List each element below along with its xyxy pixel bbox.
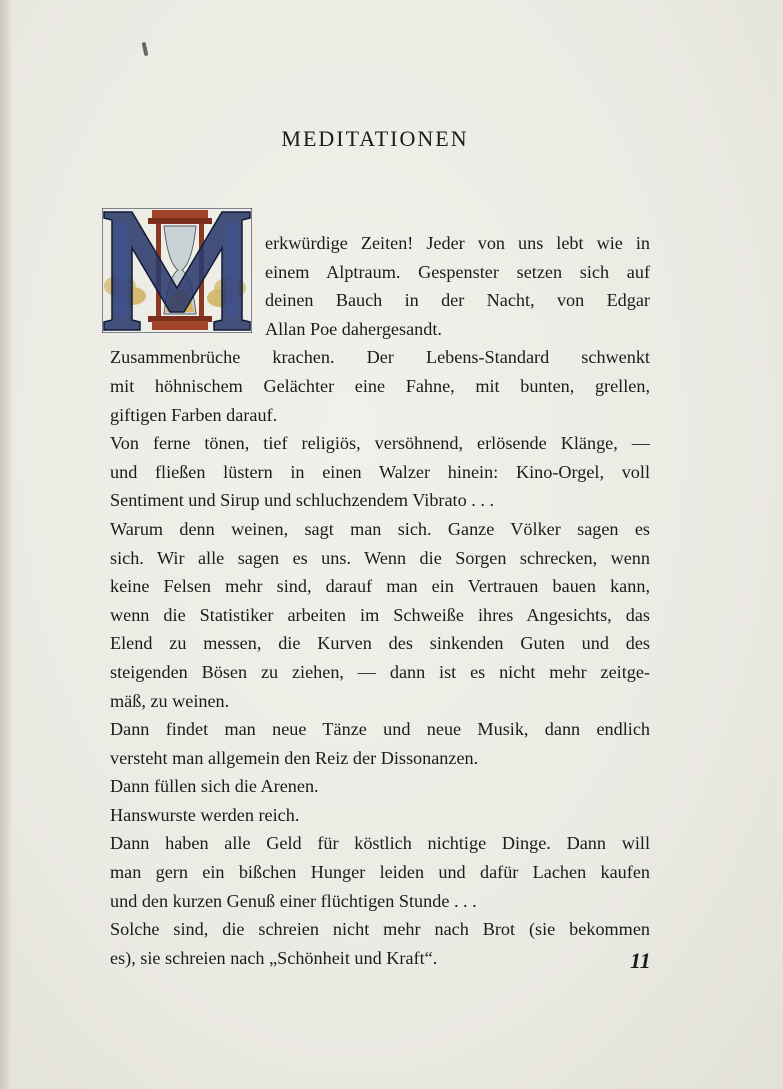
text-line: Von ferne tönen, tief religiös, versöhnend, erlösende Klänge, — bbox=[110, 433, 650, 454]
text-line: erkwürdige Zeiten! Jeder von uns lebt wie in bbox=[265, 233, 650, 253]
page-binding-edge bbox=[0, 0, 12, 1089]
text-line: Dann füllen sich die Arenen. bbox=[110, 776, 319, 797]
text-line: versteht man allgemein den Reiz der Dissonanzen. bbox=[110, 747, 479, 768]
text-line: mit höhnischem Gelächter eine Fahne, mit bunten, grellen, bbox=[110, 375, 650, 396]
text-line: mäß, zu weinen. bbox=[110, 690, 230, 711]
text-line: deinen Bauch in der Nacht, von Edgar bbox=[265, 290, 650, 311]
text-line: Solche sind, die schreien nicht mehr nach Brot (sie bekommen bbox=[110, 919, 650, 940]
remaining-paragraphs bbox=[110, 343, 650, 972]
text-line: Elend zu messen, die Kurven des sinkenden Guten und des bbox=[110, 633, 650, 654]
opening-paragraph bbox=[265, 229, 650, 343]
text-line: giftigen Farben darauf. bbox=[110, 404, 278, 425]
text-line: Allan Poe dahergesandt. bbox=[265, 318, 442, 339]
paper-speck bbox=[142, 42, 149, 57]
text-line: Sentiment und Sirup und schluchzendem Vibrato . . . bbox=[110, 490, 494, 511]
text-line: Zusammenbrüche krachen. Der Lebens-Standard schwenkt bbox=[110, 347, 650, 368]
text-line: wenn die Statistiker arbeiten im Schweiße ihres Angesichts, das bbox=[110, 604, 650, 625]
chapter-title: MEDITATIONEN bbox=[281, 126, 469, 151]
text-line: Hanswurste werden reich. bbox=[110, 804, 300, 825]
page-number: 11 bbox=[630, 948, 651, 973]
text-line: einem Alptraum. Gespenster setzen sich auf bbox=[265, 261, 650, 282]
text-line: und den kurzen Genuß einer flüchtigen Stunde . . . bbox=[110, 890, 477, 911]
text-line: steigenden Bösen zu ziehen, — dann ist es nicht mehr zeitge- bbox=[110, 661, 650, 682]
text-line: Dann haben alle Geld für köstlich nichtige Dinge. Dann will bbox=[110, 833, 650, 854]
text-line: keine Felsen mehr sind, darauf man ein Vertrauen bauen kann, bbox=[110, 576, 650, 597]
text-line: es), sie schreien nach „Schönheit und Kraft“. bbox=[110, 947, 438, 968]
text-line: und fließen lüstern in einen Walzer hinein: Kino-Orgel, voll bbox=[110, 461, 650, 482]
text-line: sich. Wir alle sagen es uns. Wenn die Sorgen schrecken, wenn bbox=[110, 547, 650, 568]
body-text bbox=[110, 229, 650, 972]
text-line: man gern ein bißchen Hunger leiden und dafür Lachen kaufen bbox=[110, 862, 650, 883]
text-line: Dann findet man neue Tänze und neue Musik, dann endlich bbox=[110, 719, 650, 740]
text-line: Warum denn weinen, sagt man sich. Ganze Völker sagen es bbox=[110, 518, 650, 539]
